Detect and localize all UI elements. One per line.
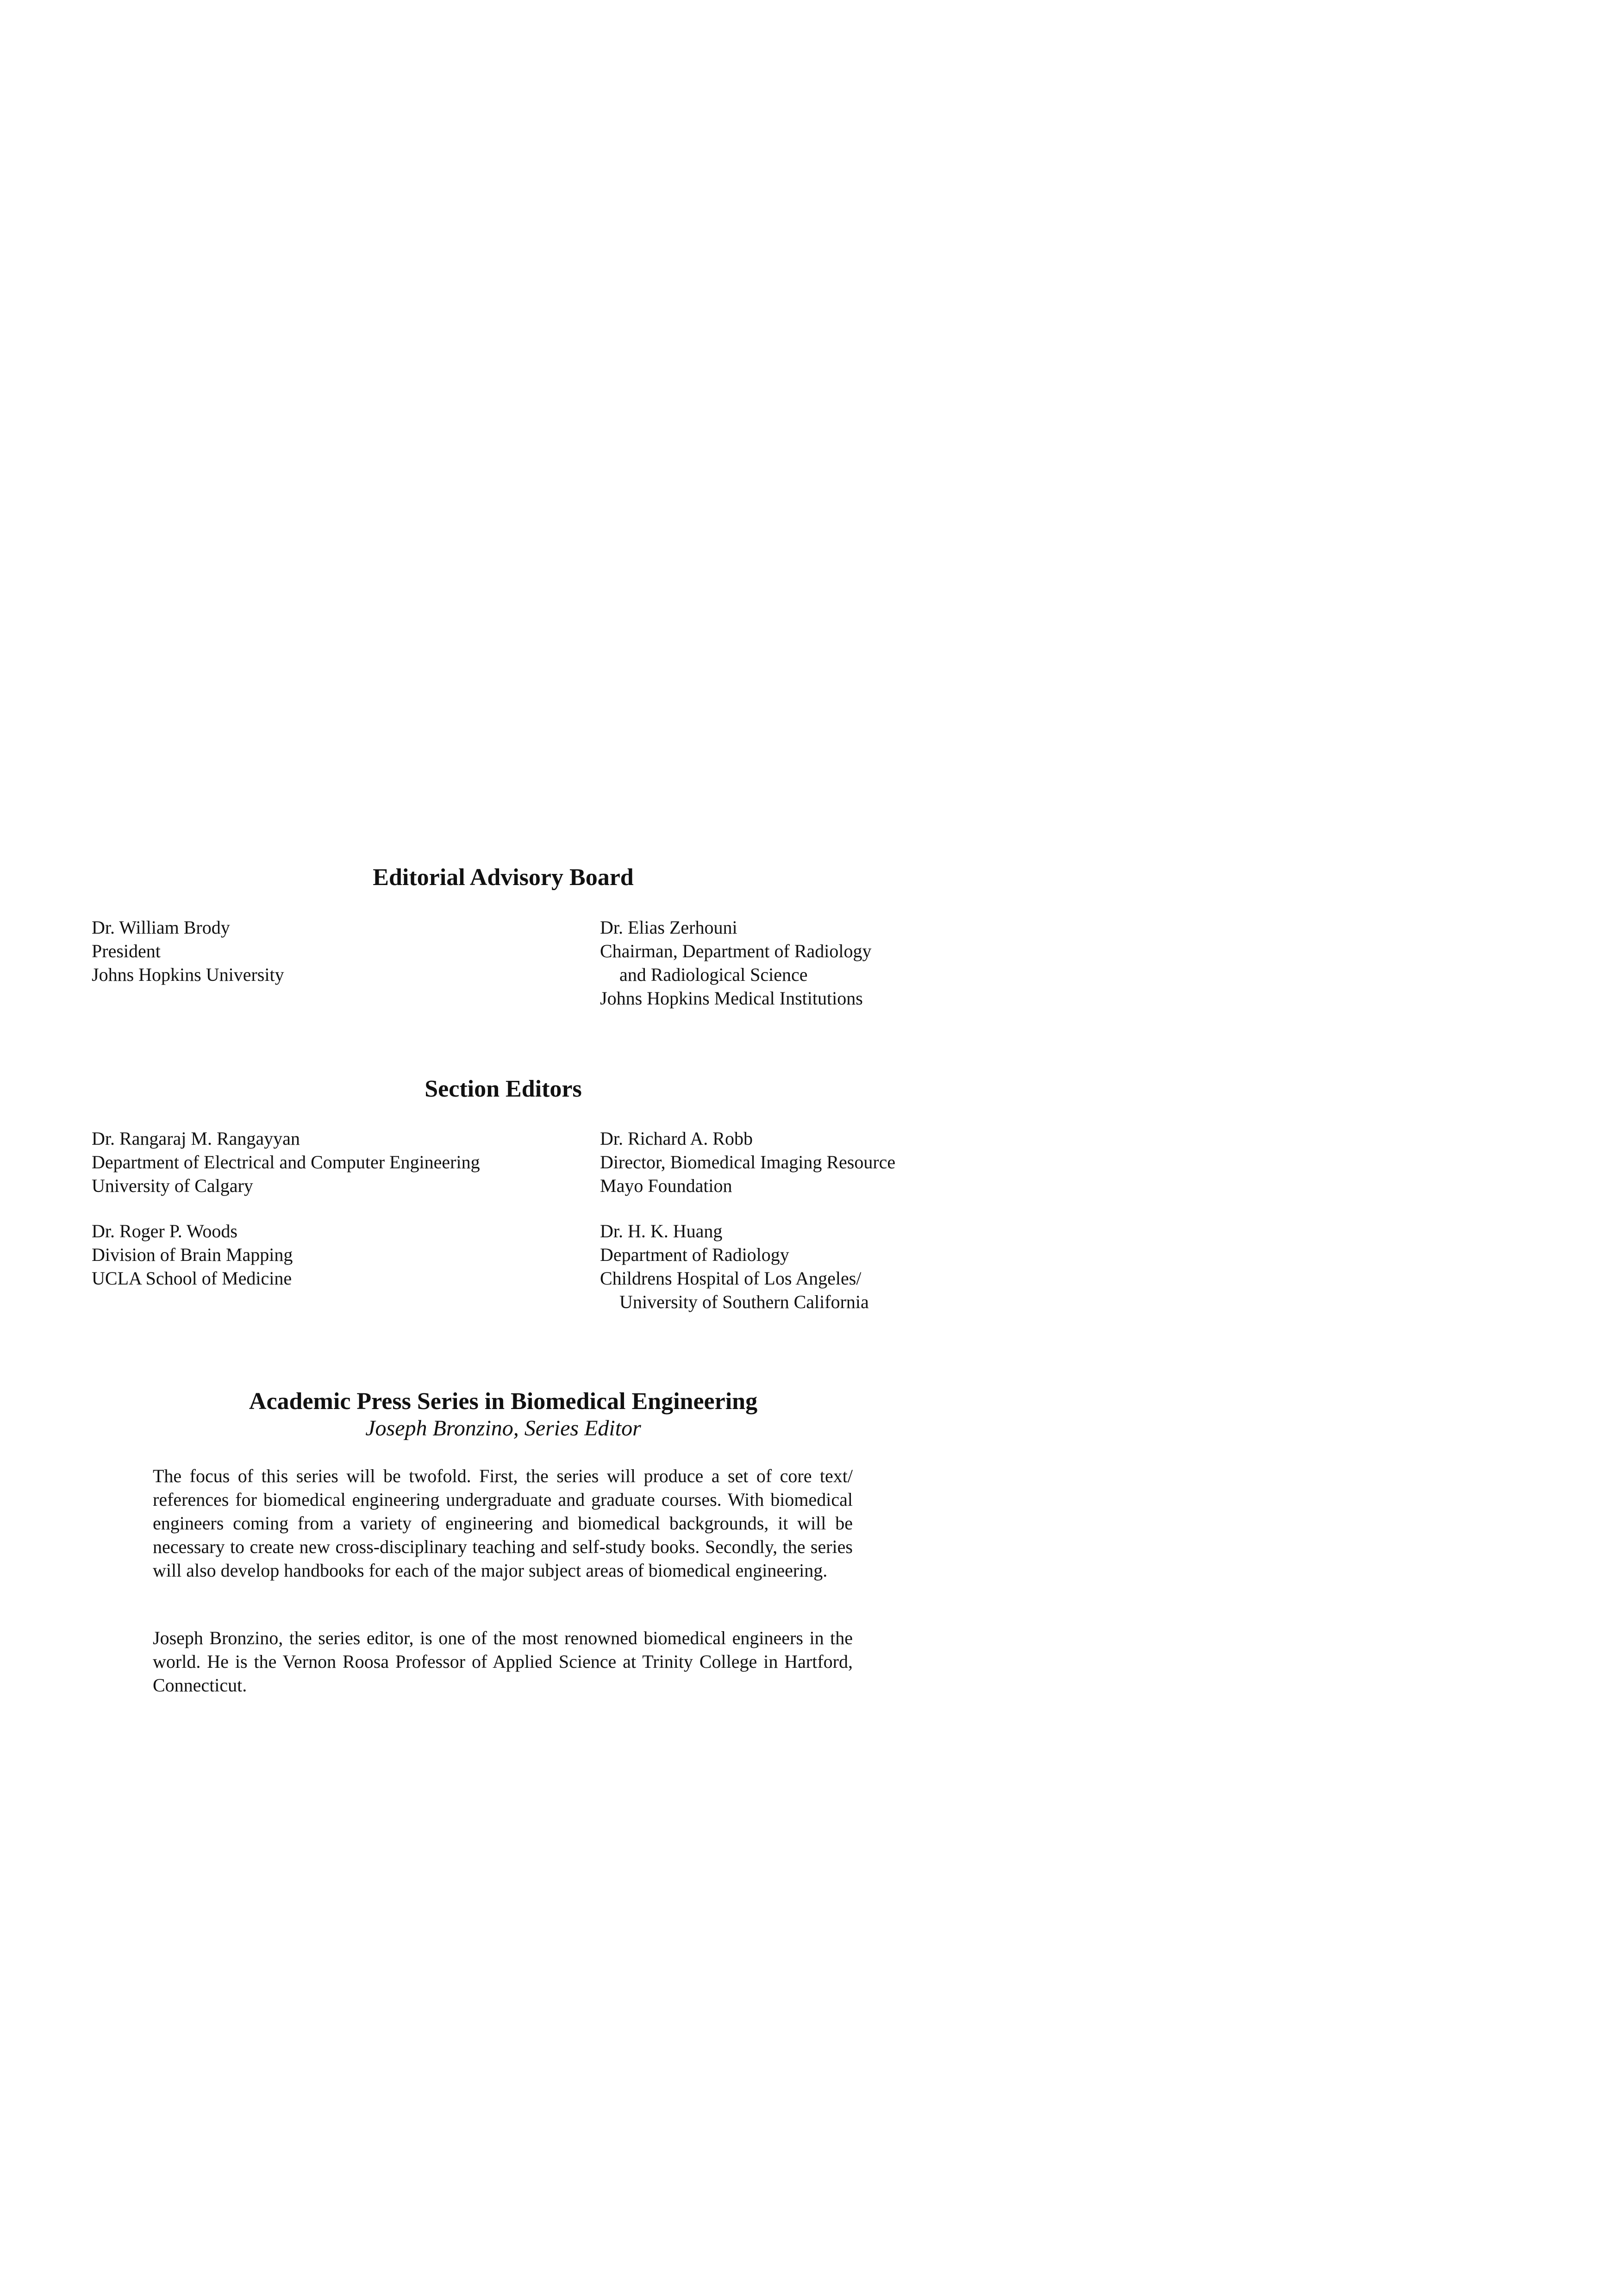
section-editor-robb bbox=[600, 1127, 895, 1197]
editor-affiliation-continued: University of Southern California bbox=[619, 1291, 869, 1312]
editor-name: Dr. Rangaraj M. Rangayyan bbox=[92, 1128, 300, 1149]
editor-name: Dr. H. K. Huang bbox=[600, 1221, 723, 1241]
editor-department: Director, Biomedical Imaging Resource bbox=[600, 1152, 896, 1172]
series-title: Academic Press Series in Biomedical Engineering bbox=[249, 1388, 758, 1415]
advisory-board-heading: Editorial Advisory Board bbox=[373, 864, 634, 891]
editor-department: Department of Electrical and Computer Engineering bbox=[92, 1152, 480, 1172]
advisory-member-zerhouni bbox=[600, 916, 872, 1010]
member-name: Dr. Elias Zerhouni bbox=[600, 917, 737, 938]
member-title: President bbox=[92, 941, 161, 961]
editor-affiliation: University of Calgary bbox=[92, 1175, 253, 1196]
series-editor: Joseph Bronzino, Series Editor bbox=[365, 1416, 641, 1441]
editor-affiliation: Mayo Foundation bbox=[600, 1175, 732, 1196]
member-title: Chairman, Department of Radiology bbox=[600, 941, 872, 961]
editor-affiliation: UCLA School of Medicine bbox=[92, 1268, 292, 1289]
series-editor-bio-paragraph: Joseph Bronzino, the series editor, is one of the most renowned biomedical engineers in the world. He is the Vernon Roosa Professor of Applied Science at Trinity College in Hartford, Connecticut. bbox=[153, 1628, 853, 1696]
member-name: Dr. William Brody bbox=[92, 917, 230, 938]
section-editor-rangayyan bbox=[92, 1127, 480, 1197]
advisory-member-brody bbox=[92, 916, 284, 986]
member-affiliation: Johns Hopkins University bbox=[92, 964, 284, 985]
series-description-paragraph: The focus of this series will be twofold. First, the series will produce a set of core text/ references for biomedical engineering undergraduate and graduate courses. With biomedical engineers coming from a variety of engineering and biomedical backgrounds, it will be necessary to create new cross-disciplinary teaching and self-study books. Secondly, the series will also develop handbooks for each of the major subject areas of biomedical engineering. bbox=[153, 1466, 853, 1581]
editor-department: Division of Brain Mapping bbox=[92, 1244, 293, 1265]
editor-affiliation: Childrens Hospital of Los Angeles/ bbox=[600, 1268, 862, 1289]
member-affiliation: Johns Hopkins Medical Institutions bbox=[600, 988, 863, 1009]
section-editor-woods bbox=[92, 1219, 293, 1290]
editor-name: Dr. Richard A. Robb bbox=[600, 1128, 753, 1149]
member-title-continued: and Radiological Science bbox=[619, 964, 808, 985]
section-editor-huang bbox=[600, 1219, 869, 1314]
editor-department: Department of Radiology bbox=[600, 1244, 789, 1265]
section-editors-heading: Section Editors bbox=[425, 1076, 582, 1102]
editor-name: Dr. Roger P. Woods bbox=[92, 1221, 237, 1241]
